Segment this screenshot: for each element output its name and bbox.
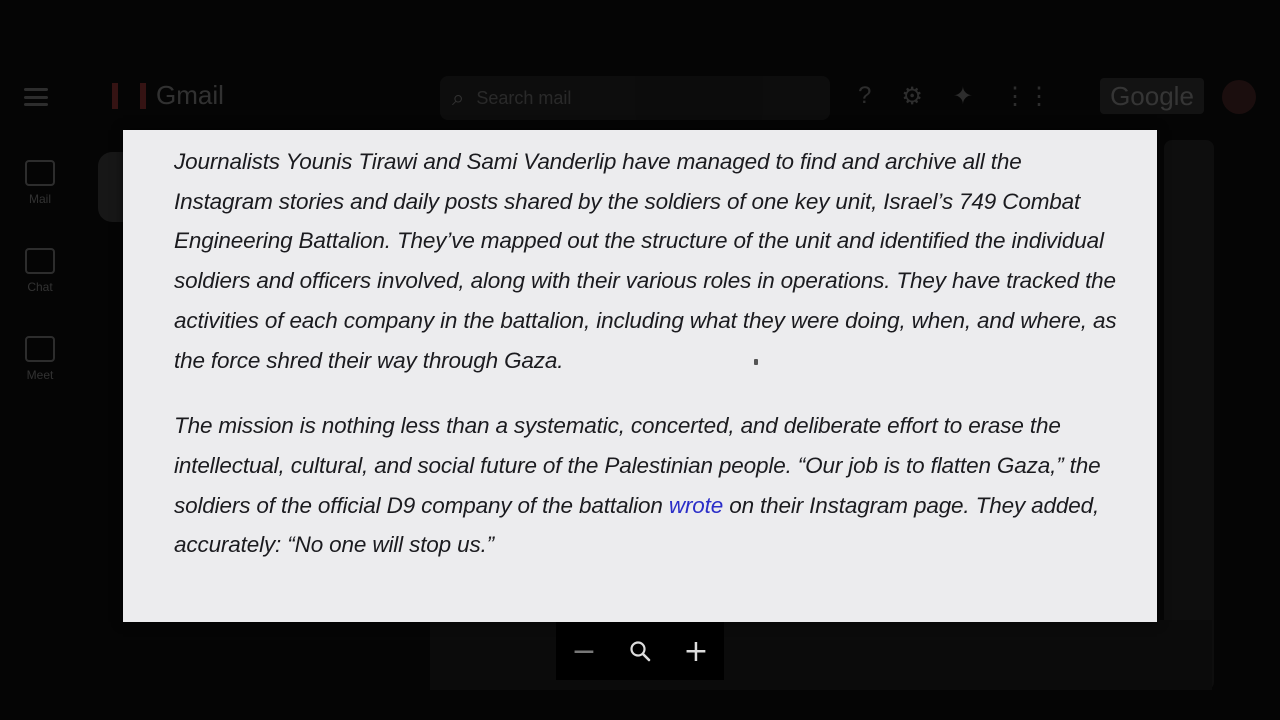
menu-icon[interactable] xyxy=(24,88,48,106)
search-icon: ⌕ xyxy=(452,85,465,110)
magnifier-icon xyxy=(628,639,652,663)
search-placeholder: Search mail xyxy=(476,87,572,108)
left-rail xyxy=(10,160,70,424)
mouse-cursor xyxy=(754,359,758,365)
zoom-in-button[interactable]: + xyxy=(683,633,709,669)
gear-icon[interactable]: ⚙ xyxy=(901,83,923,110)
side-panel xyxy=(1164,140,1214,690)
search-input[interactable] xyxy=(440,76,830,120)
zoom-out-button[interactable]: − xyxy=(571,633,597,669)
header-icons xyxy=(858,82,1051,111)
article-paragraph-1: Journalists Younis Tirawi and Sami Vanderlip have managed to find and archive all the Instagram stories and daily posts shared by the soldiers of one key unit, Israel’s 749 Combat Engineering Battalion. They’ve mapped out the structure of the unit and identified the individual soldiers and officers involved, along with their various roles in operations. They have tracked the activities of each company in the battalion, including what they were doing, when, and where, as the force shred their way through Gaza. xyxy=(174,149,1117,373)
zoom-reset-button[interactable] xyxy=(620,631,660,671)
rail-label: Chat xyxy=(27,280,53,294)
sparkle-icon[interactable]: ✦ xyxy=(952,83,973,110)
rail-label: Mail xyxy=(28,192,51,206)
gmail-m-icon xyxy=(112,83,146,109)
paragraph-2-text-end: on their Instagram page. They added, accurately: “No one will stop us.” xyxy=(174,492,1100,558)
help-icon[interactable]: ? xyxy=(858,82,872,109)
rail-item-mail[interactable] xyxy=(10,160,70,206)
avatar[interactable] xyxy=(1222,80,1256,114)
rail-label: Meet xyxy=(26,368,54,382)
article-excerpt xyxy=(123,130,1157,622)
gmail-logo[interactable] xyxy=(112,80,224,111)
gmail-wordmark: Gmail xyxy=(156,80,224,110)
chat-icon xyxy=(25,248,55,274)
mail-icon xyxy=(25,160,55,186)
apps-grid-icon[interactable]: ⋮⋮ xyxy=(1002,83,1051,110)
wrote-link[interactable]: wrote xyxy=(668,492,724,518)
meet-icon xyxy=(25,336,55,362)
paragraph-2-text: The mission is nothing less than a systematic, concerted, and deliberate effort to erase the intellectual, cultural, and social future of the Palestinian people. “Our job is to flatten Gaza,” the soldiers of the official D9 company of the battalion xyxy=(174,413,1101,518)
gmail-header xyxy=(0,70,1280,126)
rail-item-meet[interactable] xyxy=(10,336,70,382)
rail-item-chat[interactable] xyxy=(10,248,70,294)
article-paragraph-2 xyxy=(174,406,1119,565)
email-body-pane xyxy=(430,620,1212,690)
google-badge[interactable]: Google xyxy=(1100,78,1204,114)
zoom-controls xyxy=(556,622,724,680)
